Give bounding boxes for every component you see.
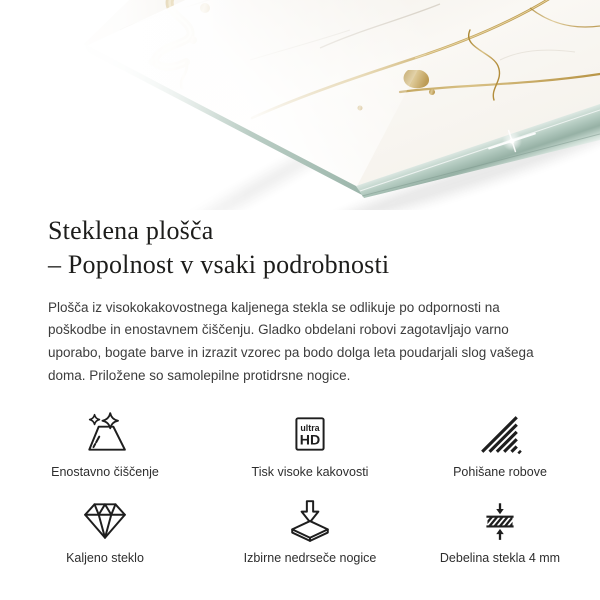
title-line-1: Steklena plošča bbox=[48, 216, 214, 245]
diamond-icon bbox=[82, 497, 128, 543]
ultra-hd-icon bbox=[287, 411, 333, 457]
feature-glass-thickness bbox=[410, 497, 590, 565]
glass-panel-illustration bbox=[0, 0, 600, 210]
polished-edges-icon bbox=[477, 411, 523, 457]
feature-tempered-glass bbox=[0, 497, 210, 565]
svg-text:HD: HD bbox=[299, 431, 321, 448]
left-fade-overlay bbox=[0, 0, 250, 210]
feature-label: Debelina stekla 4 mm bbox=[439, 551, 561, 566]
product-description-section bbox=[0, 214, 600, 387]
feature-label: Izbirne nedrseče nogice bbox=[243, 551, 377, 566]
page-title bbox=[48, 214, 552, 282]
hero-product-image bbox=[0, 0, 600, 210]
feature-easy-cleaning bbox=[0, 411, 210, 479]
glass-thickness-icon bbox=[477, 497, 523, 543]
sparkle-clean-icon bbox=[82, 411, 128, 457]
feature-label: Enostavno čiščenje bbox=[51, 465, 159, 480]
feature-label: Kaljeno steklo bbox=[66, 551, 144, 566]
product-description: Plošča iz visokokakovostnega kaljenega stekla se odlikuje po odpornosti na poškodbe in enostavnem čiščenju. Gladko obdelani robovi zagotavljajo varno uporabo, bogate barve in izrazit vzorec pa bodo dolga leta poudarjali slog vašega doma. Priložene so samolepilne protidrsne nogice. bbox=[48, 299, 534, 383]
feature-label: Tisk visoke kakovosti bbox=[251, 465, 369, 480]
feature-anti-slip-feet bbox=[210, 497, 410, 565]
feature-label: Pohišane robove bbox=[453, 465, 547, 480]
feature-hd-print bbox=[210, 411, 410, 479]
svg-text:ultra: ultra bbox=[300, 423, 320, 434]
title-line-2: – Popolnost v vsaki podrobnosti bbox=[48, 249, 390, 279]
feature-grid bbox=[0, 411, 600, 565]
anti-slip-feet-icon bbox=[287, 497, 333, 543]
feature-polished-edges bbox=[410, 411, 590, 479]
